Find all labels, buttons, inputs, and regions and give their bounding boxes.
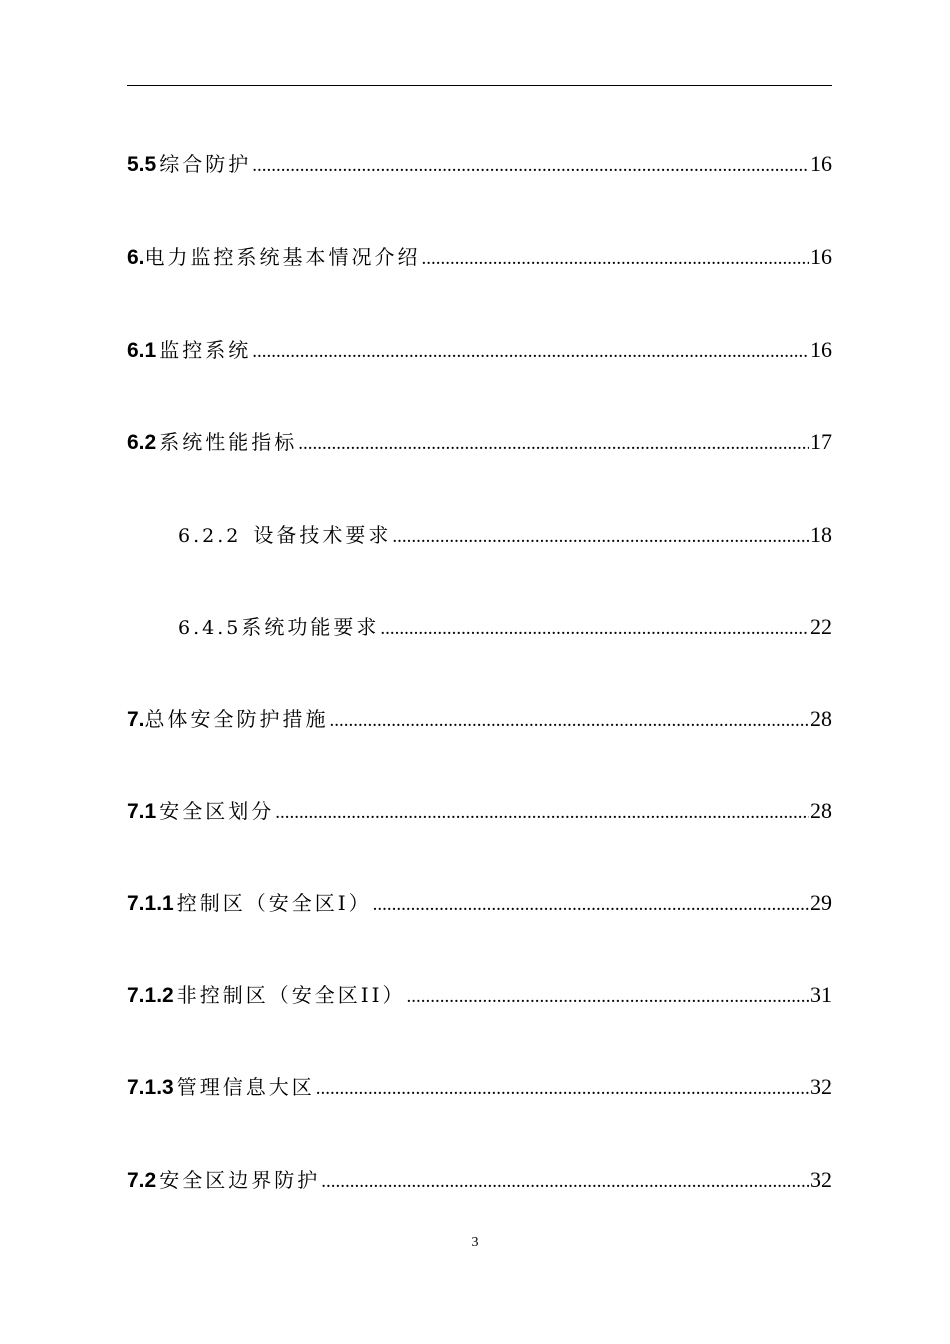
toc-entry-5-5[interactable] [127, 149, 832, 179]
toc-number: 7.1 [127, 800, 157, 823]
toc-title: 安全区划分 [159, 799, 275, 823]
toc-number: 7.1.2 [127, 984, 174, 1007]
toc-page: 32 [810, 1167, 832, 1192]
toc-title: 综合防护 [159, 152, 252, 176]
toc-number: 7.2 [127, 1169, 157, 1192]
toc-title: 系统功能要求 [241, 615, 380, 639]
toc-entry-6-1[interactable] [127, 335, 832, 365]
toc-leader [316, 1074, 809, 1104]
toc-number: 7.1.1 [127, 892, 174, 915]
toc-entry-7-1[interactable] [127, 796, 832, 826]
toc-leader [407, 982, 809, 1012]
toc-number: 7.1.3 [127, 1076, 174, 1099]
toc-number: 5.5 [127, 153, 157, 176]
toc-entry-6-4-5[interactable] [178, 612, 832, 642]
toc-page: 18 [810, 522, 832, 547]
toc-leader [252, 337, 809, 367]
footer-page-number: 3 [471, 1235, 479, 1250]
toc-page: 16 [810, 244, 832, 269]
toc-entry-6-2[interactable] [127, 427, 832, 457]
toc-entry-6[interactable] [127, 242, 832, 272]
toc-leader [275, 798, 809, 828]
toc-title: 系统性能指标 [159, 430, 298, 454]
toc-title: 非控制区（安全区II） [176, 983, 406, 1007]
toc-leader [380, 614, 809, 644]
toc-number: 6.2.2 [178, 525, 242, 547]
toc-leader [330, 706, 809, 736]
toc-title: 控制区（安全区I） [176, 891, 372, 915]
toc-title: 总体安全防护措施 [144, 707, 329, 731]
toc-leader [252, 151, 809, 181]
toc-leader [392, 522, 809, 552]
toc-number: 7. [127, 708, 145, 731]
toc-entry-7-1-3[interactable] [127, 1072, 832, 1102]
toc-page: 22 [810, 614, 832, 639]
toc-entry-7-1-1[interactable] [127, 888, 832, 918]
toc-title: 监控系统 [159, 338, 252, 362]
toc-page: 29 [810, 890, 832, 915]
toc-page: 28 [810, 706, 832, 731]
toc-title: 管理信息大区 [176, 1075, 315, 1099]
toc-number: 6.1 [127, 339, 157, 362]
toc-page: 31 [810, 982, 832, 1007]
toc-page: 28 [810, 798, 832, 823]
toc-leader [373, 890, 809, 920]
toc-page: 17 [810, 429, 832, 454]
toc-leader [321, 1167, 809, 1197]
toc-page: 32 [810, 1074, 832, 1099]
toc-entry-6-2-2[interactable] [178, 520, 832, 550]
toc-leader [298, 429, 809, 459]
toc-page: 16 [810, 337, 832, 362]
toc-number: 6. [127, 246, 145, 269]
toc-entry-7[interactable] [127, 704, 832, 734]
toc-number: 6.2 [127, 431, 157, 454]
toc-leader [422, 244, 809, 274]
toc-number: 6.4.5 [178, 617, 242, 639]
toc-entry-7-1-2[interactable] [127, 980, 832, 1010]
toc-entry-7-2[interactable] [127, 1165, 832, 1195]
toc-title: 安全区边界防护 [159, 1168, 321, 1192]
toc-page: 16 [810, 151, 832, 176]
toc-title: 设备技术要求 [253, 523, 392, 547]
toc-title: 电力监控系统基本情况介绍 [144, 245, 421, 269]
